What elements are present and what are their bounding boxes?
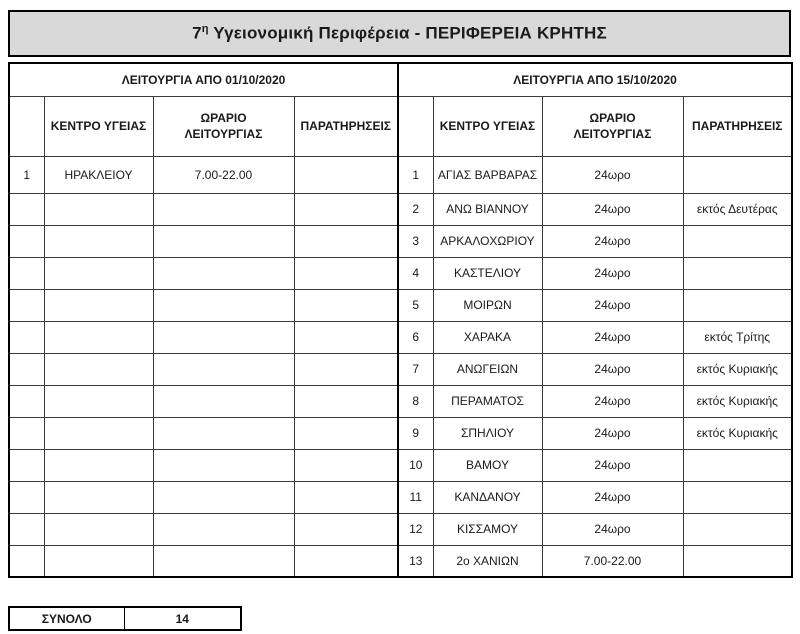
operating-hours-left: 7.00-22.00 — [153, 156, 294, 193]
health-center-left — [44, 321, 153, 353]
health-center-right: ΣΠΗΛΙΟΥ — [433, 417, 542, 449]
title-superscript: η — [201, 23, 209, 36]
remarks-right — [683, 449, 792, 481]
col-header-hours-left — [153, 96, 294, 156]
operating-hours-right: 24ωρο — [542, 353, 683, 385]
operating-hours-right: 24ωρο — [542, 225, 683, 257]
health-centers-table — [8, 62, 793, 578]
health-center-right: ΚΑΣΤΕΛΙΟΥ — [433, 257, 542, 289]
operating-hours-left — [153, 449, 294, 481]
table-row — [9, 513, 792, 545]
row-number-right: 10 — [398, 449, 433, 481]
operating-hours-left — [153, 513, 294, 545]
health-center-right: ΑΓΙΑΣ ΒΑΡΒΑΡΑΣ — [433, 156, 542, 193]
remarks-left — [294, 417, 398, 449]
remarks-right — [683, 545, 792, 577]
row-number-left — [9, 225, 44, 257]
row-number-right: 9 — [398, 417, 433, 449]
operating-hours-left — [153, 225, 294, 257]
row-number-right: 4 — [398, 257, 433, 289]
health-center-right: 2ο ΧΑΝΙΩΝ — [433, 545, 542, 577]
health-center-left — [44, 545, 153, 577]
col-header-hours-left-text: ΩΡΑΡΙΟ ΛΕΙΤΟΥΡΓΙΑΣ — [184, 110, 263, 141]
col-header-index-right — [398, 96, 433, 156]
section-label-right: ΛΕΙΤΟΥΡΓΙΑ ΑΠΟ 15/10/2020 — [398, 63, 792, 96]
section-header-row — [9, 63, 792, 96]
table-row — [9, 225, 792, 257]
row-number-left — [9, 417, 44, 449]
row-number-right: 13 — [398, 545, 433, 577]
operating-hours-right: 7.00-22.00 — [542, 545, 683, 577]
section-label-left: ΛΕΙΤΟΥΡΓΙΑ ΑΠΟ 01/10/2020 — [9, 63, 398, 96]
remarks-left — [294, 225, 398, 257]
health-center-left — [44, 257, 153, 289]
operating-hours-right: 24ωρο — [542, 513, 683, 545]
page-title: $7^\eta$ Υγειονομική Περιφέρεια - ΠΕΡΙΦΕΡΕΙΑ ΚΡΗΤΗΣ — [192, 23, 607, 43]
operating-hours-left — [153, 321, 294, 353]
remarks-left — [294, 257, 398, 289]
health-center-right: ΧΑΡΑΚΑ — [433, 321, 542, 353]
remarks-left — [294, 156, 398, 193]
col-header-hours-right-text: ΩΡΑΡΙΟ ΛΕΙΤΟΥΡΓΙΑΣ — [573, 110, 652, 141]
remarks-left — [294, 545, 398, 577]
row-number-left — [9, 385, 44, 417]
col-header-health-center-right: ΚΕΝΤΡΟ ΥΓΕΙΑΣ — [433, 96, 542, 156]
remarks-left — [294, 513, 398, 545]
operating-hours-right: 24ωρο — [542, 385, 683, 417]
table-row — [9, 385, 792, 417]
health-center-right: ΠΕΡΑΜΑΤΟΣ — [433, 385, 542, 417]
operating-hours-right: 24ωρο — [542, 417, 683, 449]
total-box — [8, 606, 242, 631]
row-number-left — [9, 193, 44, 225]
health-center-left — [44, 417, 153, 449]
table-row — [9, 321, 792, 353]
row-number-right: 12 — [398, 513, 433, 545]
remarks-left — [294, 481, 398, 513]
operating-hours-left — [153, 385, 294, 417]
row-number-left — [9, 321, 44, 353]
health-center-left — [44, 513, 153, 545]
health-center-right: ΚΙΣΣΑΜΟΥ — [433, 513, 542, 545]
operating-hours-right: 24ωρο — [542, 156, 683, 193]
remarks-right: εκτός Κυριακής — [683, 385, 792, 417]
health-center-left — [44, 449, 153, 481]
health-center-right: ΑΡΚΑΛΟΧΩΡΙΟΥ — [433, 225, 542, 257]
row-number-right: 6 — [398, 321, 433, 353]
health-center-left — [44, 385, 153, 417]
table-row — [9, 545, 792, 577]
total-value: 14 — [124, 607, 241, 630]
row-number-left — [9, 449, 44, 481]
table-row — [9, 193, 792, 225]
row-number-left — [9, 289, 44, 321]
row-number-left — [9, 513, 44, 545]
col-header-index-left — [9, 96, 44, 156]
table-row — [9, 353, 792, 385]
health-center-right: ΒΑΜΟΥ — [433, 449, 542, 481]
health-center-left — [44, 481, 153, 513]
operating-hours-right: 24ωρο — [542, 481, 683, 513]
operating-hours-left — [153, 545, 294, 577]
table-row — [9, 156, 792, 193]
operating-hours-left — [153, 481, 294, 513]
health-center-left: ΗΡΑΚΛΕΙΟΥ — [44, 156, 153, 193]
row-number-right: 3 — [398, 225, 433, 257]
table-row — [9, 449, 792, 481]
table-row — [9, 289, 792, 321]
table-row — [9, 481, 792, 513]
total-label: ΣΥΝΟΛΟ — [9, 607, 124, 630]
remarks-right: εκτός Κυριακής — [683, 417, 792, 449]
table-row — [9, 257, 792, 289]
document-title-bar — [8, 10, 791, 57]
operating-hours-left — [153, 353, 294, 385]
operating-hours-left — [153, 193, 294, 225]
row-number-right: 11 — [398, 481, 433, 513]
remarks-right: εκτός Δευτέρας — [683, 193, 792, 225]
operating-hours-right: 24ωρο — [542, 193, 683, 225]
remarks-left — [294, 385, 398, 417]
operating-hours-left — [153, 289, 294, 321]
health-center-left — [44, 193, 153, 225]
row-number-left — [9, 481, 44, 513]
health-center-left — [44, 289, 153, 321]
table-row — [9, 417, 792, 449]
remarks-left — [294, 321, 398, 353]
remarks-right: εκτός Τρίτης — [683, 321, 792, 353]
operating-hours-left — [153, 417, 294, 449]
remarks-right — [683, 513, 792, 545]
operating-hours-right: 24ωρο — [542, 289, 683, 321]
health-center-left — [44, 225, 153, 257]
row-number-left — [9, 545, 44, 577]
remarks-left — [294, 289, 398, 321]
row-number-left: 1 — [9, 156, 44, 193]
operating-hours-left — [153, 257, 294, 289]
row-number-right: 8 — [398, 385, 433, 417]
col-header-remarks-right: ΠΑΡΑΤΗΡΗΣΕΙΣ — [683, 96, 792, 156]
remarks-left — [294, 193, 398, 225]
row-number-right: 1 — [398, 156, 433, 193]
operating-hours-right: 24ωρο — [542, 321, 683, 353]
col-header-remarks-left: ΠΑΡΑΤΗΡΗΣΕΙΣ — [294, 96, 398, 156]
remarks-right: εκτός Κυριακής — [683, 353, 792, 385]
remarks-right — [683, 156, 792, 193]
row-number-right: 7 — [398, 353, 433, 385]
operating-hours-right: 24ωρο — [542, 449, 683, 481]
remarks-left — [294, 353, 398, 385]
row-number-left — [9, 353, 44, 385]
remarks-right — [683, 481, 792, 513]
operating-hours-right: 24ωρο — [542, 257, 683, 289]
column-header-row — [9, 96, 792, 156]
col-header-hours-right — [542, 96, 683, 156]
health-center-right: ΑΝΩ ΒΙΑΝΝΟΥ — [433, 193, 542, 225]
remarks-right — [683, 225, 792, 257]
row-number-left — [9, 257, 44, 289]
total-row — [9, 607, 241, 630]
col-header-health-center-left: ΚΕΝΤΡΟ ΥΓΕΙΑΣ — [44, 96, 153, 156]
remarks-right — [683, 257, 792, 289]
remarks-left — [294, 449, 398, 481]
health-center-right: ΜΟΙΡΩΝ — [433, 289, 542, 321]
health-center-right: ΑΝΩΓΕΙΩΝ — [433, 353, 542, 385]
health-center-right: ΚΑΝΔΑΝΟΥ — [433, 481, 542, 513]
row-number-right: 2 — [398, 193, 433, 225]
remarks-right — [683, 289, 792, 321]
table-body — [9, 156, 792, 577]
row-number-right: 5 — [398, 289, 433, 321]
health-center-left — [44, 353, 153, 385]
